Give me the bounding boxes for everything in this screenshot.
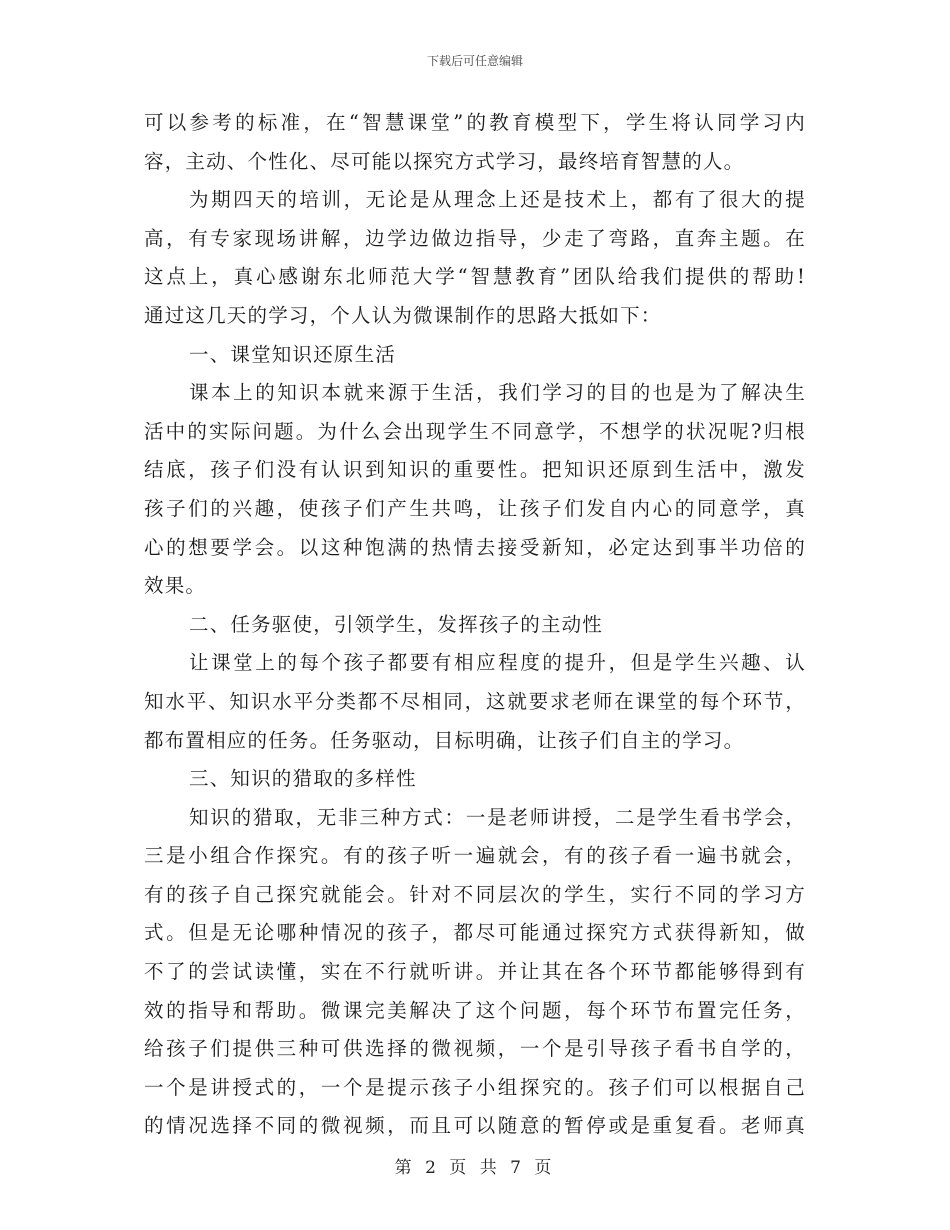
body-line: 高，有专家现场讲解，边学边做边指导，少走了弯路，直奔主题。在 — [144, 226, 806, 250]
body-line: 容，主动、个性化、尽可能以探究方式学习，最终培育智慧的人。 — [144, 149, 745, 173]
body-line: 的情况选择不同的微视频，而且可以随意的暂停或是重复看。老师真 — [144, 1114, 806, 1138]
body-line: 可以参考的标准，在“智慧课堂”的教育模型下，学生将认同学习内 — [144, 111, 806, 134]
body-line: 孩子们的兴趣，使孩子们产生共鸣，让孩子们发自内心的同意学，真 — [144, 496, 806, 520]
section-heading: 一、课堂知识还原生活 — [189, 342, 397, 366]
body-line: 都布置相应的任务。任务驱动，目标明确，让孩子们自主的学习。 — [144, 728, 745, 752]
body-line: 效的指导和帮助。微课完美解决了这个问题，每个环节布置完任务， — [144, 998, 806, 1022]
body-line: 为期四天的培训，无论是从理念上还是技术上，都有了很大的提 — [189, 188, 806, 212]
document-body — [144, 104, 806, 1146]
page-number-footer: 第 2 页 共 7 页 — [394, 1158, 556, 1178]
body-line: 不了的尝试读懂，实在不行就听讲。并让其在各个环节都能够得到有 — [144, 960, 806, 984]
body-line: 式。但是无论哪种情况的孩子，都尽可能通过探究方式获得新知，做 — [144, 921, 806, 945]
body-line: 知识的猎取，无非三种方式：一是老师讲授，二是学生看书学会， — [189, 805, 806, 829]
body-line: 让课堂上的每个孩子都要有相应程度的提升，但是学生兴趣、认 — [189, 651, 806, 675]
body-line: 三是小组合作探究。有的孩子听一遍就会，有的孩子看一遍书就会， — [144, 844, 806, 868]
body-line: 这点上，真心感谢东北师范大学“智慧教育”团队给我们提供的帮助! — [144, 265, 806, 289]
page-header: 下载后可任意编辑 — [426, 54, 523, 68]
body-line: 效果。 — [144, 574, 207, 598]
section-heading: 二、任务驱使，引领学生，发挥孩子的主动性 — [189, 612, 604, 636]
body-line: 知水平、知识水平分类都不尽相同，这就要求老师在课堂的每个环节， — [144, 689, 806, 713]
body-line: 活中的实际问题。为什么会出现学生不同意学，不想学的状况呢?归根 — [144, 419, 806, 443]
body-line: 有的孩子自己探究就能会。针对不同层次的学生，实行不同的学习方 — [144, 882, 806, 906]
body-line: 通过这几天的学习，个人认为微课制作的思路大抵如下： — [144, 303, 662, 327]
section-heading: 三、知识的猎取的多样性 — [189, 767, 417, 791]
body-line: 给孩子们提供三种可供选择的微视频，一个是引导孩子看书自学的， — [144, 1037, 806, 1061]
body-line: 结底，孩子们没有认识到知识的重要性。把知识还原到生活中，激发 — [144, 458, 806, 482]
body-line: 一个是讲授式的，一个是提示孩子小组探究的。孩子们可以根据自己 — [144, 1075, 806, 1099]
body-line: 心的想要学会。以这种饱满的热情去接受新知，必定达到事半功倍的 — [144, 535, 806, 559]
body-line: 课本上的知识本就来源于生活，我们学习的目的也是为了解决生 — [189, 381, 806, 405]
